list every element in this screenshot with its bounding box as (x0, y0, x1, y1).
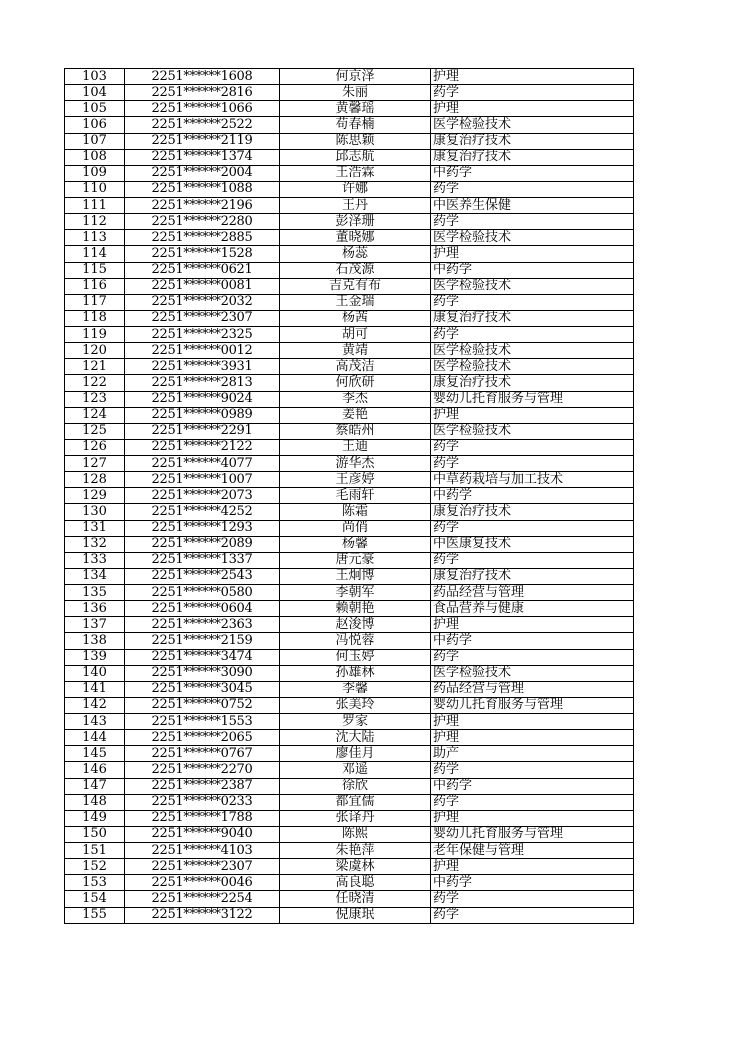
student-id: 2251******2387 (125, 778, 280, 794)
row-number: 119 (65, 327, 125, 343)
table-row (65, 762, 634, 778)
table-row (65, 246, 634, 262)
row-number: 132 (65, 536, 125, 552)
student-id: 2251******0081 (125, 278, 280, 294)
row-number: 129 (65, 488, 125, 504)
table-row (65, 714, 634, 730)
student-name: 王彦婷 (280, 472, 431, 488)
row-number: 117 (65, 294, 125, 310)
table-row (65, 633, 634, 649)
student-name: 王金瑞 (280, 294, 431, 310)
row-number: 127 (65, 456, 125, 472)
major-name: 护理 (431, 246, 634, 262)
row-number: 142 (65, 697, 125, 713)
table-row (65, 278, 634, 294)
row-number: 146 (65, 762, 125, 778)
table-row (65, 875, 634, 891)
student-name: 王炯博 (280, 568, 431, 584)
student-id: 2251******1608 (125, 69, 280, 85)
student-id: 2251******4252 (125, 504, 280, 520)
table-row (65, 891, 634, 907)
student-name: 何京泽 (280, 69, 431, 85)
table-row (65, 907, 634, 923)
student-name: 赵浚博 (280, 617, 431, 633)
major-name: 康复治疗技术 (431, 568, 634, 584)
major-name: 医学检验技术 (431, 665, 634, 681)
student-name: 李馨 (280, 681, 431, 697)
student-name: 朱丽 (280, 85, 431, 101)
student-id: 2251******0012 (125, 343, 280, 359)
student-name: 王浩霖 (280, 165, 431, 181)
student-id: 2251******2816 (125, 85, 280, 101)
row-number: 106 (65, 117, 125, 133)
table-row (65, 343, 634, 359)
student-id: 2251******0046 (125, 875, 280, 891)
major-name: 药学 (431, 891, 634, 907)
student-id: 2251******1528 (125, 246, 280, 262)
major-name: 中医康复技术 (431, 536, 634, 552)
table-row (65, 310, 634, 326)
table-row (65, 214, 634, 230)
student-name: 高茂洁 (280, 359, 431, 375)
major-name: 中草药栽培与加工技术 (431, 472, 634, 488)
table-row (65, 810, 634, 826)
row-number: 130 (65, 504, 125, 520)
row-number: 114 (65, 246, 125, 262)
row-number: 111 (65, 198, 125, 214)
table-row (65, 423, 634, 439)
major-name: 医学检验技术 (431, 423, 634, 439)
row-number: 152 (65, 859, 125, 875)
row-number: 104 (65, 85, 125, 101)
table-row (65, 778, 634, 794)
student-name: 黄馨瑶 (280, 101, 431, 117)
student-name: 许娜 (280, 181, 431, 197)
student-name: 赖朝艳 (280, 601, 431, 617)
row-number: 103 (65, 69, 125, 85)
row-number: 151 (65, 843, 125, 859)
student-id: 2251******2119 (125, 133, 280, 149)
student-id: 2251******2543 (125, 568, 280, 584)
major-name: 医学检验技术 (431, 343, 634, 359)
table-row (65, 262, 634, 278)
row-number: 116 (65, 278, 125, 294)
major-name: 婴幼儿托育服务与管理 (431, 697, 634, 713)
row-number: 137 (65, 617, 125, 633)
major-name: 医学检验技术 (431, 117, 634, 133)
row-number: 112 (65, 214, 125, 230)
major-name: 中药学 (431, 875, 634, 891)
table-row (65, 697, 634, 713)
student-name: 彭泽珊 (280, 214, 431, 230)
student-id: 2251******2270 (125, 762, 280, 778)
major-name: 药学 (431, 520, 634, 536)
major-name: 康复治疗技术 (431, 504, 634, 520)
major-name: 药学 (431, 85, 634, 101)
student-name: 王迪 (280, 439, 431, 455)
table-row (65, 165, 634, 181)
major-name: 药学 (431, 214, 634, 230)
table-row (65, 117, 634, 133)
student-name: 徐欣 (280, 778, 431, 794)
row-number: 107 (65, 133, 125, 149)
student-name: 都宜儒 (280, 794, 431, 810)
student-name: 毛雨轩 (280, 488, 431, 504)
row-number: 128 (65, 472, 125, 488)
student-name: 吉克有布 (280, 278, 431, 294)
row-number: 122 (65, 375, 125, 391)
major-name: 康复治疗技术 (431, 310, 634, 326)
row-number: 109 (65, 165, 125, 181)
major-name: 药学 (431, 181, 634, 197)
major-name: 婴幼儿托育服务与管理 (431, 391, 634, 407)
row-number: 118 (65, 310, 125, 326)
student-name: 李杰 (280, 391, 431, 407)
student-name: 石茂源 (280, 262, 431, 278)
table-row (65, 585, 634, 601)
major-name: 护理 (431, 69, 634, 85)
row-number: 108 (65, 149, 125, 165)
student-id: 2251******1374 (125, 149, 280, 165)
student-name: 王丹 (280, 198, 431, 214)
student-name: 陈霜 (280, 504, 431, 520)
table-row (65, 101, 634, 117)
student-id: 2251******4077 (125, 456, 280, 472)
major-name: 药学 (431, 439, 634, 455)
student-name: 尚俏 (280, 520, 431, 536)
major-name: 护理 (431, 617, 634, 633)
student-name: 苟春楠 (280, 117, 431, 133)
student-id: 2251******1088 (125, 181, 280, 197)
student-name: 游华杰 (280, 456, 431, 472)
student-name: 邓遥 (280, 762, 431, 778)
major-name: 护理 (431, 407, 634, 423)
student-id: 2251******3931 (125, 359, 280, 375)
major-name: 中药学 (431, 633, 634, 649)
table-row (65, 568, 634, 584)
student-id: 2251******2291 (125, 423, 280, 439)
table-row (65, 391, 634, 407)
student-name: 李朝军 (280, 585, 431, 601)
student-name: 朱艳萍 (280, 843, 431, 859)
major-name: 中药学 (431, 488, 634, 504)
row-number: 123 (65, 391, 125, 407)
table-row (65, 601, 634, 617)
student-name: 邱志航 (280, 149, 431, 165)
student-id: 2251******0604 (125, 601, 280, 617)
row-number: 133 (65, 552, 125, 568)
row-number: 153 (65, 875, 125, 891)
student-id: 2251******1553 (125, 714, 280, 730)
student-id: 2251******3122 (125, 907, 280, 923)
row-number: 145 (65, 746, 125, 762)
major-name: 康复治疗技术 (431, 375, 634, 391)
major-name: 医学检验技术 (431, 278, 634, 294)
major-name: 护理 (431, 714, 634, 730)
student-name: 唐元豪 (280, 552, 431, 568)
row-number: 138 (65, 633, 125, 649)
table-row (65, 520, 634, 536)
row-number: 155 (65, 907, 125, 923)
row-number: 141 (65, 681, 125, 697)
student-id: 2251******1007 (125, 472, 280, 488)
student-name: 沈大陆 (280, 730, 431, 746)
student-id: 2251******1788 (125, 810, 280, 826)
student-id: 2251******2885 (125, 230, 280, 246)
table-row (65, 198, 634, 214)
student-name: 杨茜 (280, 310, 431, 326)
roster-body (65, 69, 634, 924)
table-row (65, 407, 634, 423)
student-id: 2251******3090 (125, 665, 280, 681)
row-number: 121 (65, 359, 125, 375)
student-id: 2251******2196 (125, 198, 280, 214)
student-id: 2251******2307 (125, 310, 280, 326)
student-id: 2251******0767 (125, 746, 280, 762)
student-id: 2251******0621 (125, 262, 280, 278)
student-id: 2251******0752 (125, 697, 280, 713)
student-id: 2251******4103 (125, 843, 280, 859)
student-id: 2251******2089 (125, 536, 280, 552)
major-name: 药品经营与管理 (431, 681, 634, 697)
row-number: 113 (65, 230, 125, 246)
table-row (65, 359, 634, 375)
table-row (65, 536, 634, 552)
student-id: 2251******2122 (125, 439, 280, 455)
student-name: 姜艳 (280, 407, 431, 423)
student-id: 2251******2065 (125, 730, 280, 746)
major-name: 食品营养与健康 (431, 601, 634, 617)
student-roster-table (64, 68, 634, 924)
table-row (65, 472, 634, 488)
student-name: 张译丹 (280, 810, 431, 826)
table-row (65, 85, 634, 101)
row-number: 148 (65, 794, 125, 810)
table-row (65, 149, 634, 165)
major-name: 护理 (431, 101, 634, 117)
student-id: 2251******2004 (125, 165, 280, 181)
table-row (65, 826, 634, 842)
student-id: 2251******0989 (125, 407, 280, 423)
student-name: 高良聪 (280, 875, 431, 891)
major-name: 婴幼儿托育服务与管理 (431, 826, 634, 842)
row-number: 105 (65, 101, 125, 117)
student-id: 2251******2325 (125, 327, 280, 343)
student-id: 2251******2032 (125, 294, 280, 310)
table-row (65, 327, 634, 343)
major-name: 药品经营与管理 (431, 585, 634, 601)
row-number: 134 (65, 568, 125, 584)
row-number: 110 (65, 181, 125, 197)
row-number: 149 (65, 810, 125, 826)
student-name: 杨馨 (280, 536, 431, 552)
student-name: 倪康珉 (280, 907, 431, 923)
student-name: 陈思颖 (280, 133, 431, 149)
student-id: 2251******9024 (125, 391, 280, 407)
row-number: 124 (65, 407, 125, 423)
major-name: 药学 (431, 907, 634, 923)
student-name: 冯悦蓉 (280, 633, 431, 649)
major-name: 药学 (431, 294, 634, 310)
student-name: 廖佳月 (280, 746, 431, 762)
major-name: 护理 (431, 810, 634, 826)
student-id: 2251******2254 (125, 891, 280, 907)
table-row (65, 294, 634, 310)
student-id: 2251******1337 (125, 552, 280, 568)
student-id: 2251******2307 (125, 859, 280, 875)
table-row (65, 504, 634, 520)
student-name: 何欣研 (280, 375, 431, 391)
student-id: 2251******2159 (125, 633, 280, 649)
student-name: 梁虞林 (280, 859, 431, 875)
student-name: 陈熙 (280, 826, 431, 842)
table-row (65, 69, 634, 85)
table-row (65, 794, 634, 810)
table-row (65, 456, 634, 472)
major-name: 护理 (431, 730, 634, 746)
row-number: 131 (65, 520, 125, 536)
row-number: 126 (65, 439, 125, 455)
student-id: 2251******1066 (125, 101, 280, 117)
table-row (65, 133, 634, 149)
student-name: 何玉婷 (280, 649, 431, 665)
student-name: 胡可 (280, 327, 431, 343)
major-name: 药学 (431, 552, 634, 568)
major-name: 康复治疗技术 (431, 133, 634, 149)
major-name: 中药学 (431, 165, 634, 181)
student-id: 2251******0580 (125, 585, 280, 601)
table-row (65, 730, 634, 746)
major-name: 助产 (431, 746, 634, 762)
table-row (65, 681, 634, 697)
student-name: 孙雄林 (280, 665, 431, 681)
student-id: 2251******0233 (125, 794, 280, 810)
student-id: 2251******9040 (125, 826, 280, 842)
student-id: 2251******2280 (125, 214, 280, 230)
major-name: 中药学 (431, 778, 634, 794)
student-id: 2251******2073 (125, 488, 280, 504)
major-name: 药学 (431, 456, 634, 472)
row-number: 140 (65, 665, 125, 681)
major-name: 药学 (431, 762, 634, 778)
student-name: 黄靖 (280, 343, 431, 359)
student-name: 张美玲 (280, 697, 431, 713)
table-row (65, 552, 634, 568)
student-id: 2251******2813 (125, 375, 280, 391)
student-name: 任晓清 (280, 891, 431, 907)
major-name: 中药学 (431, 262, 634, 278)
student-id: 2251******3474 (125, 649, 280, 665)
major-name: 老年保健与管理 (431, 843, 634, 859)
row-number: 115 (65, 262, 125, 278)
student-id: 2251******2363 (125, 617, 280, 633)
major-name: 药学 (431, 649, 634, 665)
student-name: 杨蕊 (280, 246, 431, 262)
major-name: 药学 (431, 327, 634, 343)
major-name: 医学检验技术 (431, 230, 634, 246)
student-id: 2251******2522 (125, 117, 280, 133)
student-name: 蔡皓州 (280, 423, 431, 439)
major-name: 康复治疗技术 (431, 149, 634, 165)
table-row (65, 181, 634, 197)
table-row (65, 617, 634, 633)
row-number: 154 (65, 891, 125, 907)
table-row (65, 746, 634, 762)
row-number: 150 (65, 826, 125, 842)
row-number: 120 (65, 343, 125, 359)
row-number: 139 (65, 649, 125, 665)
major-name: 护理 (431, 859, 634, 875)
table-row (65, 488, 634, 504)
major-name: 中医养生保健 (431, 198, 634, 214)
table-row (65, 375, 634, 391)
table-row (65, 649, 634, 665)
row-number: 147 (65, 778, 125, 794)
major-name: 药学 (431, 794, 634, 810)
student-id: 2251******3045 (125, 681, 280, 697)
table-row (65, 439, 634, 455)
row-number: 144 (65, 730, 125, 746)
row-number: 143 (65, 714, 125, 730)
row-number: 136 (65, 601, 125, 617)
major-name: 医学检验技术 (431, 359, 634, 375)
table-row (65, 230, 634, 246)
table-row (65, 859, 634, 875)
row-number: 125 (65, 423, 125, 439)
student-name: 罗家 (280, 714, 431, 730)
row-number: 135 (65, 585, 125, 601)
student-name: 董晓娜 (280, 230, 431, 246)
table-row (65, 665, 634, 681)
table-row (65, 843, 634, 859)
student-id: 2251******1293 (125, 520, 280, 536)
